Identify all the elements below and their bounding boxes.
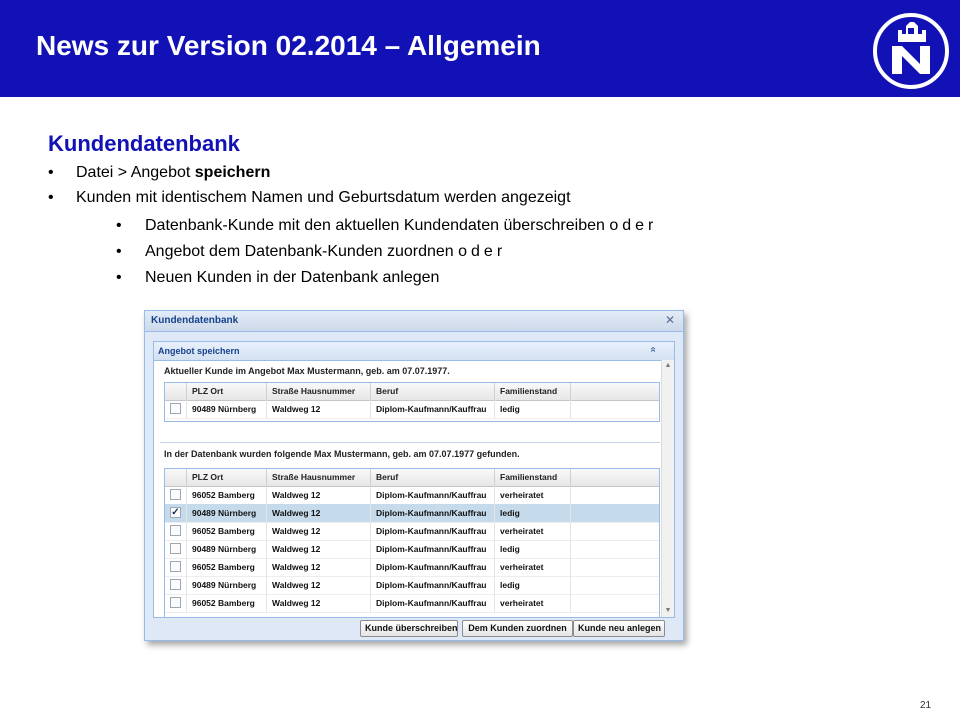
table-row[interactable] — [165, 576, 659, 595]
grid-header-checkbox-column — [165, 383, 187, 400]
section-title: Kundendatenbank — [48, 131, 240, 156]
bullet-dot: • — [48, 164, 54, 181]
checkbox-checked[interactable]: ✓ — [171, 507, 180, 518]
nuernberg-logo-icon — [872, 12, 950, 90]
sub-bullet-suffix: oder — [458, 243, 507, 260]
plz-ort-cell: 90489 Nürnberg — [187, 504, 267, 522]
current-customer-caption: Aktueller Kunde im Angebot Max Mustermann, geb. am 07.07.1977. — [164, 366, 450, 376]
panel-title: Angebot speichern — [158, 346, 240, 356]
familienstand-cell: verheiratet — [495, 558, 571, 576]
found-customers-caption: In der Datenbank wurden folgende Max Mustermann, geb. am 07.07.1977 gefunden. — [164, 449, 520, 459]
strasse-cell: Waldweg 12 — [267, 400, 371, 418]
header-bar — [0, 0, 960, 97]
sub-bullet-text: Datenbank-Kunde mit den aktuellen Kundendaten überschreiben — [145, 217, 605, 234]
column-header[interactable]: PLZ Ort — [187, 383, 267, 400]
familienstand-cell: ledig — [495, 504, 571, 522]
row-checkbox-cell — [165, 522, 187, 540]
beruf-cell: Diplom-Kaufmann/Kauffrau — [371, 594, 495, 612]
beruf-cell: Diplom-Kaufmann/Kauffrau — [371, 558, 495, 576]
bullet-dot: • — [116, 243, 122, 260]
column-header[interactable]: Straße Hausnummer — [267, 383, 371, 400]
strasse-cell: Waldweg 12 — [267, 486, 371, 504]
bullet-text: Kunden mit identischem Namen und Geburtsdatum werden angezeigt — [76, 189, 571, 206]
column-header[interactable]: Beruf — [371, 383, 495, 400]
plz-ort-cell: 96052 Bamberg — [187, 558, 267, 576]
row-checkbox-cell — [165, 400, 187, 418]
row-checkbox-cell — [165, 594, 187, 612]
row-checkbox-cell — [165, 540, 187, 558]
angebot-speichern-panel — [153, 341, 675, 618]
table-row[interactable] — [165, 504, 659, 523]
current-customer-grid — [164, 382, 660, 422]
column-header[interactable]: Familienstand — [495, 469, 571, 486]
table-row[interactable] — [165, 522, 659, 541]
beruf-cell: Diplom-Kaufmann/Kauffrau — [371, 486, 495, 504]
bullet-text: Datei > Angebot — [76, 164, 195, 181]
column-header[interactable]: Familienstand — [495, 383, 571, 400]
overwrite-customer-button[interactable]: Kunde überschreiben — [360, 620, 458, 637]
plz-ort-cell: 96052 Bamberg — [187, 522, 267, 540]
kundendatenbank-dialog — [144, 310, 684, 641]
scroll-down-icon[interactable]: ▼ — [664, 607, 672, 614]
beruf-cell: Diplom-Kaufmann/Kauffrau — [371, 576, 495, 594]
checkbox[interactable] — [170, 579, 181, 590]
familienstand-cell: verheiratet — [495, 522, 571, 540]
familienstand-cell: verheiratet — [495, 594, 571, 612]
plz-ort-cell: 90489 Nürnberg — [187, 540, 267, 558]
checkbox[interactable] — [170, 403, 181, 414]
dialog-titlebar[interactable] — [145, 311, 683, 332]
table-row[interactable] — [165, 540, 659, 559]
sub-bullet-text: Angebot dem Datenbank-Kunden zuordnen — [145, 243, 454, 260]
collapse-icon[interactable]: » — [647, 346, 659, 353]
plz-ort-cell: 96052 Bamberg — [187, 486, 267, 504]
page-title: News zur Version 02.2014 – Allgemein — [36, 30, 541, 61]
checkbox[interactable] — [170, 525, 181, 536]
panel-header — [154, 342, 674, 361]
sub-bullet-text: Neuen Kunden in der Datenbank anlegen — [145, 269, 440, 286]
table-row[interactable] — [165, 558, 659, 577]
beruf-cell: Diplom-Kaufmann/Kauffrau — [371, 540, 495, 558]
familienstand-cell: ledig — [495, 576, 571, 594]
plz-ort-cell: 90489 Nürnberg — [187, 400, 267, 418]
grid-header-checkbox-column — [165, 469, 187, 486]
divider — [160, 442, 660, 443]
dialog-title: Kundendatenbank — [151, 315, 239, 326]
row-checkbox-cell — [165, 486, 187, 504]
column-header[interactable]: Straße Hausnummer — [267, 469, 371, 486]
scroll-up-icon[interactable]: ▲ — [664, 362, 672, 369]
strasse-cell: Waldweg 12 — [267, 540, 371, 558]
plz-ort-cell: 90489 Nürnberg — [187, 576, 267, 594]
strasse-cell: Waldweg 12 — [267, 504, 371, 522]
checkbox[interactable] — [170, 597, 181, 608]
strasse-cell: Waldweg 12 — [267, 576, 371, 594]
row-checkbox-cell — [165, 558, 187, 576]
bullet-dot: • — [48, 189, 54, 206]
row-checkbox-cell — [165, 576, 187, 594]
checkbox[interactable] — [170, 543, 181, 554]
bullet-dot: • — [116, 217, 122, 234]
row-checkbox-cell — [165, 504, 187, 522]
beruf-cell: Diplom-Kaufmann/Kauffrau — [371, 522, 495, 540]
plz-ort-cell: 96052 Bamberg — [187, 594, 267, 612]
column-header[interactable]: Beruf — [371, 469, 495, 486]
checkbox[interactable] — [170, 561, 181, 572]
page-number: 21 — [920, 700, 932, 711]
familienstand-cell: ledig — [495, 540, 571, 558]
familienstand-cell: ledig — [495, 400, 571, 418]
beruf-cell: Diplom-Kaufmann/Kauffrau — [371, 400, 495, 418]
bullet-dot: • — [116, 269, 122, 286]
vertical-scrollbar[interactable] — [661, 360, 674, 617]
strasse-cell: Waldweg 12 — [267, 522, 371, 540]
table-row[interactable] — [165, 594, 659, 613]
strasse-cell: Waldweg 12 — [267, 558, 371, 576]
grid-header — [165, 469, 659, 487]
bullet-text-bold: speichern — [194, 164, 271, 181]
table-row[interactable] — [165, 400, 659, 419]
beruf-cell: Diplom-Kaufmann/Kauffrau — [371, 504, 495, 522]
grid-header — [165, 383, 659, 401]
found-customers-grid — [164, 468, 660, 618]
familienstand-cell: verheiratet — [495, 486, 571, 504]
checkbox[interactable] — [170, 489, 181, 500]
close-icon[interactable]: ✕ — [664, 313, 676, 327]
assign-customer-button[interactable]: Dem Kunden zuordnen — [462, 620, 573, 637]
sub-bullet-suffix: oder — [609, 217, 658, 234]
strasse-cell: Waldweg 12 — [267, 594, 371, 612]
column-header[interactable]: PLZ Ort — [187, 469, 267, 486]
create-customer-button[interactable]: Kunde neu anlegen — [573, 620, 665, 637]
table-row[interactable] — [165, 486, 659, 505]
